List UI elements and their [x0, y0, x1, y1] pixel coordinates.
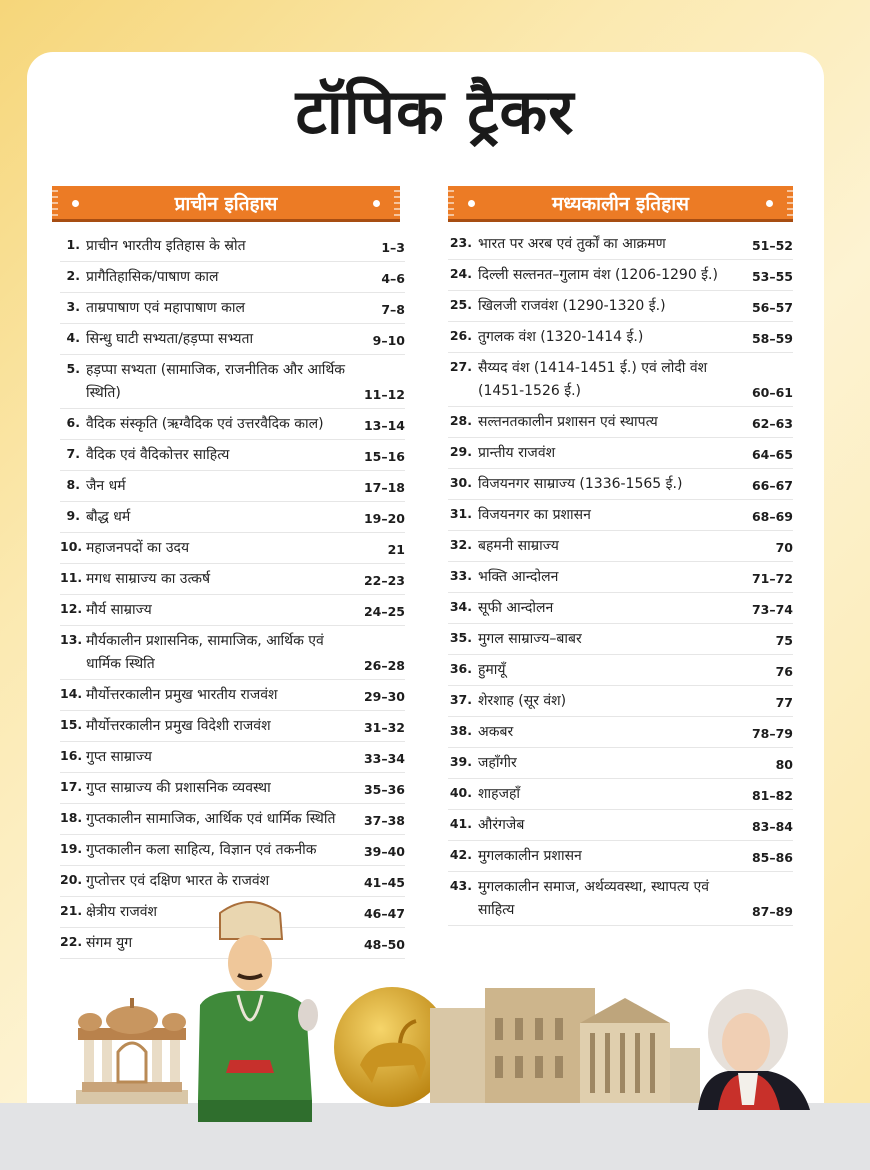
topic-page-range: 15–16 — [363, 449, 405, 464]
topic-page-range: 17–18 — [363, 480, 405, 495]
topic-number: 2. — [66, 268, 80, 283]
topic-row — [448, 686, 793, 717]
topic-title: संगम युग — [86, 935, 133, 951]
topic-page-range: 81–82 — [751, 788, 793, 803]
topic-page-range: 37–38 — [363, 813, 405, 828]
topic-title: खिलजी राजवंश (1290-1320 ई.) — [478, 298, 666, 314]
topic-row — [60, 471, 405, 502]
topic-page-range: 19–20 — [363, 511, 405, 526]
topic-row — [60, 409, 405, 440]
section-heading: प्राचीन इतिहास — [174, 192, 278, 215]
section-heading: मध्यकालीन इतिहास — [552, 192, 689, 215]
topic-page-range: 33–34 — [363, 751, 405, 766]
topic-row — [448, 810, 793, 841]
topic-page-range: 60–61 — [751, 385, 793, 400]
topic-title: क्षेत्रीय राजवंश — [86, 904, 158, 920]
topic-number: 7. — [66, 446, 80, 461]
topic-page-range: 46–47 — [363, 906, 405, 921]
topic-title: प्रागैतिहासिक/पाषाण काल — [86, 269, 219, 285]
topic-page-range: 4–6 — [381, 271, 405, 286]
topic-number: 32. — [449, 537, 472, 552]
topic-number: 22. — [60, 934, 83, 949]
topic-number: 29. — [449, 444, 472, 459]
topic-row — [60, 231, 405, 262]
topic-number: 40. — [449, 785, 472, 800]
topic-title: वैदिक एवं वैदिकोत्तर साहित्य — [86, 447, 230, 463]
topic-page-range: 48–50 — [363, 937, 405, 952]
topic-page-range: 58–59 — [751, 331, 793, 346]
topic-title: सूफी आन्दोलन — [478, 600, 554, 616]
topic-number: 31. — [449, 506, 472, 521]
topic-title: शाहजहाँ — [478, 786, 521, 802]
topic-row — [60, 262, 405, 293]
topic-number: 11. — [60, 570, 83, 585]
topic-number: 42. — [449, 847, 472, 862]
topic-row — [60, 564, 405, 595]
topic-page-range: 1–3 — [381, 240, 405, 255]
topic-number: 3. — [66, 299, 80, 314]
topic-row — [448, 562, 793, 593]
topic-number: 8. — [66, 477, 80, 492]
topic-page-range: 77 — [775, 695, 793, 710]
page-title: टॉपिक ट्रैकर — [295, 75, 575, 148]
topic-title: विजयनगर साम्राज्य (1336-1565 ई.) — [478, 476, 683, 492]
topic-page-range: 83–84 — [751, 819, 793, 834]
topic-page-range: 26–28 — [363, 658, 405, 673]
topic-page-range: 35–36 — [363, 782, 405, 797]
topic-number: 25. — [449, 297, 472, 312]
ribbon-dot-icon — [373, 200, 380, 207]
topic-row — [448, 531, 793, 562]
topic-title: महाजनपदों का उदय — [86, 540, 190, 556]
topic-page-range: 76 — [775, 664, 793, 679]
topic-number: 12. — [60, 601, 83, 616]
topic-number: 9. — [66, 508, 80, 523]
topic-number: 33. — [449, 568, 472, 583]
topic-number: 18. — [60, 810, 83, 825]
topic-number: 20. — [60, 872, 83, 887]
european-portrait — [688, 985, 813, 1110]
topic-number: 6. — [66, 415, 80, 430]
topic-number: 41. — [449, 816, 472, 831]
topic-number: 4. — [66, 330, 80, 345]
ribbon-dot-icon — [468, 200, 475, 207]
topic-row — [448, 229, 793, 260]
topic-row — [60, 711, 405, 742]
topic-number: 37. — [449, 692, 472, 707]
topic-title: प्रान्तीय राजवंश — [478, 445, 556, 461]
topic-page-range: 29–30 — [363, 689, 405, 704]
topic-page-range: 41–45 — [363, 875, 405, 890]
topic-number: 1. — [66, 237, 80, 252]
topic-page-range: 56–57 — [751, 300, 793, 315]
topic-row — [448, 872, 793, 926]
topic-title: मौर्योत्तरकालीन प्रमुख भारतीय राजवंश — [86, 687, 278, 703]
topic-number: 39. — [449, 754, 472, 769]
topic-list-medieval — [448, 229, 793, 926]
topic-row — [60, 804, 405, 835]
topic-number: 14. — [60, 686, 83, 701]
topic-page-range: 68–69 — [751, 509, 793, 524]
topic-title: जहाँगीर — [478, 755, 517, 771]
colonial-building — [430, 978, 700, 1108]
topic-row — [448, 322, 793, 353]
topic-title: तुगलक वंश (1320-1414 ई.) — [478, 329, 644, 345]
topic-title: मुगल साम्राज्य–बाबर — [478, 631, 582, 647]
topic-title: भारत पर अरब एवं तुर्कों का आक्रमण — [478, 236, 666, 252]
topic-row — [60, 680, 405, 711]
topic-row — [60, 626, 405, 680]
topic-row — [60, 533, 405, 564]
topic-row — [60, 835, 405, 866]
topic-list-ancient — [60, 231, 405, 959]
topic-title: ताम्रपाषाण एवं महापाषाण काल — [86, 300, 245, 316]
topic-title: गुप्त साम्राज्य की प्रशासनिक व्यवस्था — [86, 780, 271, 796]
topic-number: 5. — [66, 361, 80, 376]
topic-number: 21. — [60, 903, 83, 918]
section-header-medieval — [448, 186, 793, 222]
topic-row — [448, 353, 793, 407]
topic-row — [448, 624, 793, 655]
topic-number: 24. — [449, 266, 472, 281]
topic-row — [448, 407, 793, 438]
topic-title: मौर्यकालीन प्रशासनिक, सामाजिक, आर्थिक एवं धार्मिक स्थिति — [86, 633, 324, 672]
topic-row — [448, 438, 793, 469]
topic-number: 43. — [449, 878, 472, 893]
topic-title: बौद्ध धर्म — [86, 509, 131, 525]
topic-number: 38. — [449, 723, 472, 738]
topic-row — [60, 440, 405, 471]
topic-page-range: 73–74 — [751, 602, 793, 617]
topic-row — [60, 595, 405, 626]
emperor-portrait — [190, 895, 320, 1125]
topic-row — [448, 260, 793, 291]
topic-title: गुप्तकालीन सामाजिक, आर्थिक एवं धार्मिक स्थिति — [86, 811, 336, 827]
topic-number: 34. — [449, 599, 472, 614]
topic-number: 36. — [449, 661, 472, 676]
topic-row — [448, 748, 793, 779]
topic-page-range: 64–65 — [751, 447, 793, 462]
topic-page-range: 21 — [387, 542, 405, 557]
topic-page-range: 62–63 — [751, 416, 793, 431]
topic-page-range: 9–10 — [372, 333, 405, 348]
topic-number: 30. — [449, 475, 472, 490]
topic-title: अकबर — [478, 724, 514, 740]
topic-number: 35. — [449, 630, 472, 645]
topic-row — [448, 291, 793, 322]
topic-page-range: 80 — [775, 757, 793, 772]
section-header-ancient — [52, 186, 400, 222]
topic-number: 28. — [449, 413, 472, 428]
topic-row — [60, 773, 405, 804]
topic-row — [60, 742, 405, 773]
topic-title: औरंगजेब — [478, 817, 525, 833]
topic-title: सैय्यद वंश (1414-1451 ई.) एवं लोदी वंश (1451-1526 ई.) — [478, 360, 708, 399]
topic-page-range: 75 — [775, 633, 793, 648]
bottom-band — [0, 1103, 870, 1170]
temple-illustration — [68, 990, 196, 1108]
topic-page-range: 24–25 — [363, 604, 405, 619]
topic-title: सल्तनतकालीन प्रशासन एवं स्थापत्य — [478, 414, 658, 430]
topic-number: 27. — [449, 359, 472, 374]
topic-number: 13. — [60, 632, 83, 647]
topic-title: विजयनगर का प्रशासन — [478, 507, 591, 523]
topic-row — [60, 293, 405, 324]
topic-row — [448, 779, 793, 810]
topic-title: मगध साम्राज्य का उत्कर्ष — [86, 571, 211, 587]
topic-page-range: 39–40 — [363, 844, 405, 859]
topic-row — [448, 655, 793, 686]
topic-page-range: 85–86 — [751, 850, 793, 865]
topic-title: प्राचीन भारतीय इतिहास के स्रोत — [86, 238, 246, 254]
topic-title: मौर्य साम्राज्य — [86, 602, 152, 618]
topic-title: गुप्तकालीन कला साहित्य, विज्ञान एवं तकनीक — [86, 842, 317, 858]
topic-page-range: 31–32 — [363, 720, 405, 735]
ribbon-dot-icon — [72, 200, 79, 207]
topic-title: मुगलकालीन प्रशासन — [478, 848, 582, 864]
topic-row — [60, 502, 405, 533]
topic-number: 15. — [60, 717, 83, 732]
topic-row — [448, 469, 793, 500]
ribbon-dot-icon — [766, 200, 773, 207]
topic-page-range: 13–14 — [363, 418, 405, 433]
topic-title: भक्ति आन्दोलन — [478, 569, 559, 585]
topic-title: गुप्त साम्राज्य — [86, 749, 152, 765]
topic-number: 26. — [449, 328, 472, 343]
topic-page-range: 66–67 — [751, 478, 793, 493]
topic-number: 16. — [60, 748, 83, 763]
topic-page-range: 11–12 — [363, 387, 405, 402]
topic-title: शेरशाह (सूर वंश) — [478, 693, 567, 709]
topic-page-range: 70 — [775, 540, 793, 555]
topic-title: बहमनी साम्राज्य — [478, 538, 559, 554]
topic-title: दिल्ली सल्तनत–गुलाम वंश (1206-1290 ई.) — [478, 267, 718, 283]
topic-number: 23. — [449, 235, 472, 250]
topic-title: हुमायूँ — [478, 662, 506, 678]
topic-title: मौर्योत्तरकालीन प्रमुख विदेशी राजवंश — [86, 718, 271, 734]
topic-row — [60, 866, 405, 897]
topic-title: मुगलकालीन समाज, अर्थव्यवस्था, स्थापत्य एवं साहित्य — [478, 879, 710, 918]
topic-page-range: 78–79 — [751, 726, 793, 741]
topic-row — [448, 593, 793, 624]
topic-row — [448, 500, 793, 531]
topic-title: गुप्तोत्तर एवं दक्षिण भारत के राजवंश — [86, 873, 270, 889]
topic-page-range: 87–89 — [751, 904, 793, 919]
topic-row — [60, 355, 405, 409]
topic-number: 19. — [60, 841, 83, 856]
topic-row — [448, 717, 793, 748]
topic-title: वैदिक संस्कृति (ऋग्वैदिक एवं उत्तरवैदिक काल) — [86, 416, 324, 432]
topic-number: 17. — [60, 779, 83, 794]
topic-page-range: 51–52 — [751, 238, 793, 253]
topic-title: सिन्धु घाटी सभ्यता/हड़प्पा सभ्यता — [86, 331, 254, 347]
topic-page-range: 53–55 — [751, 269, 793, 284]
topic-title: जैन धर्म — [86, 478, 126, 494]
topic-row — [448, 841, 793, 872]
topic-number: 10. — [60, 539, 83, 554]
topic-row — [60, 324, 405, 355]
topic-page-range: 22–23 — [363, 573, 405, 588]
topic-page-range: 71–72 — [751, 571, 793, 586]
topic-title: हड़प्पा सभ्यता (सामाजिक, राजनीतिक और आर्थिक स्थिति) — [86, 362, 346, 401]
topic-page-range: 7–8 — [381, 302, 405, 317]
